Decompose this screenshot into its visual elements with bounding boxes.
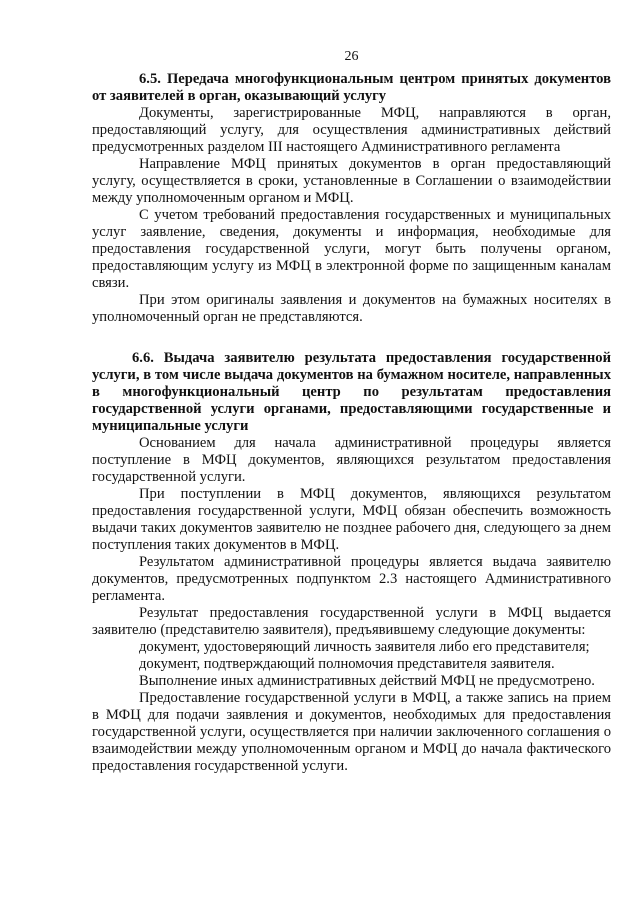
- section-6-6-heading: [92, 350, 611, 435]
- section-6-5-paragraph: Документы, зарегистрированные МФЦ, направляются в орган, предоставляющий услугу, для осуществления административных действий предусмотренных разделом III настоящего Административного регламента: [92, 105, 611, 155]
- section-6-5-heading: [92, 71, 611, 105]
- section-6-6-list-item: документ, подтверждающий полномочия представителя заявителя.: [139, 656, 555, 672]
- section-6-5-number: 6.5.: [139, 71, 161, 87]
- section-gap: [92, 326, 611, 350]
- section-6-6-paragraph: Результатом административной процедуры является выдача заявителю документов, предусмотренных подпунктом 2.3 настоящего Административного регламента.: [92, 554, 611, 604]
- section-6-6-paragraph: Выполнение иных административных действий МФЦ не предусмотрено.: [139, 673, 595, 689]
- section-6-6-title: Выдача заявителю результата предоставления государственной услуги, в том числе выдача документов на бумажном носителе, направленных в многофункциональный центр по результатам предоставления государственной услуги органами, предоставляющими государственные и муниципальные услуги: [92, 350, 611, 434]
- page-number: 26: [344, 49, 359, 64]
- section-6-5-title: Передача многофункциональным центром принятых документов от заявителей в орган, оказывающий услугу: [92, 71, 611, 104]
- section-6-6-paragraph: Результат предоставления государственной услуги в МФЦ выдается заявителю (представителю заявителя), предъявившему следующие документы:: [92, 605, 611, 638]
- section-6-6-paragraph: При поступлении в МФЦ документов, являющихся результатом предоставления государственной услуги, МФЦ обязан обеспечить возможность выдачи таких документов заявителю не позднее рабочего дня, следующего за днем поступления таких документов в МФЦ.: [92, 486, 611, 553]
- section-6-6-number: 6.6.: [132, 350, 154, 366]
- section-6-5-paragraph: Направление МФЦ принятых документов в орган предоставляющий услугу, осуществляется в сроки, установленные в Соглашении о взаимодействии между уполномоченным органом и МФЦ.: [92, 156, 611, 206]
- section-6-6-paragraph: Предоставление государственной услуги в МФЦ, а также запись на прием в МФЦ для подачи заявления и документов, необходимых для предоставления государственной услуги, осуществляется при наличии заключенного соглашения о взаимодействии между уполномоченным органом и МФЦ до начала фактического предоставления государственной услуги.: [92, 690, 611, 774]
- section-6-5-paragraph: При этом оригиналы заявления и документов на бумажных носителях в уполномоченный орган не представляются.: [92, 292, 611, 325]
- page-content: [92, 71, 611, 775]
- section-6-5-paragraph: С учетом требований предоставления государственных и муниципальных услуг заявление, сведения, документы и информация, необходимые для предоставления государственной услуги, могут быть получены органом, предоставляющим услугу из МФЦ в электронной форме по защищенным каналам связи.: [92, 207, 611, 291]
- section-6-6-list-item: документ, удостоверяющий личность заявителя либо его представителя;: [139, 639, 590, 655]
- section-6-6-paragraph: Основанием для начала административной процедуры является поступление в МФЦ документов, являющихся результатом предоставления государственной услуги.: [92, 435, 611, 485]
